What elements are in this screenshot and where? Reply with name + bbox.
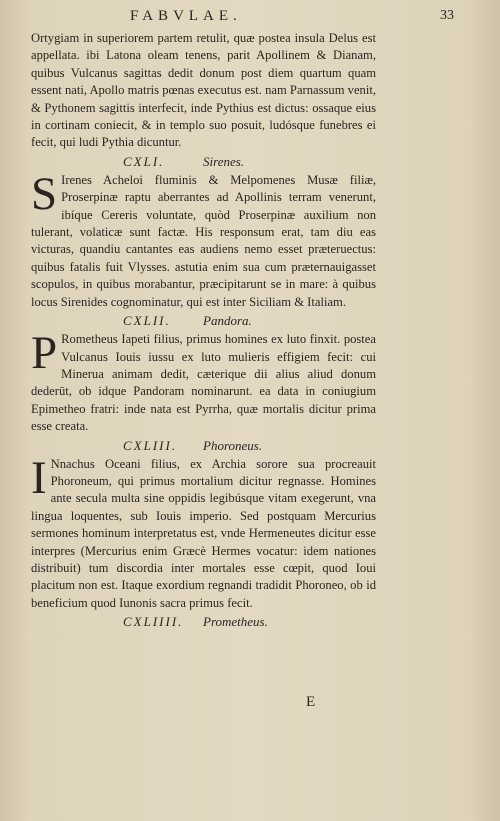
fable-title: Pandora.	[203, 313, 252, 329]
fable-paragraph-pandora	[31, 327, 376, 435]
fable-title: Sirenes.	[203, 153, 245, 169]
fable-heading-sirenes	[31, 152, 376, 172]
body-text	[31, 30, 376, 632]
signature-mark: E	[306, 694, 316, 710]
fable-heading-pandora	[31, 311, 376, 331]
fable-number: CXLIII.	[123, 437, 178, 453]
fable-text: Nnachus Oceani filius, ex Archia sorore sua procreauit Phoroneum, qui primus mortalium dicitur regnasse. Homines ante secula multa sine oppidis legibúsque vitam exegerunt, vna lingua loquentes, sub Iouis imperio. Sed postquam Mercurius sermones hominum interpretatus est, vnde Hermeneutes dicitur esse interpres (Mercurius enim Græcè Hermes vocatur: idem nationes distribuit) tum discordia inter mortales esse cœpit, quod Ioui placitum non est. Itaque exordium regnandi tradidit Phoroneo, ob id beneficium quod Iunonis sacra primus fecit.	[31, 456, 376, 610]
fable-heading-phoroneus	[31, 436, 376, 456]
fable-text: Irenes Acheloi fluminis & Melpomenes Musæ filiæ, Proserpinæ raptu aberrantes ad Apollinis terram venerunt, ibíque Cereris voluntate, quòd Proserpinæ auxilium non tulerant, volaticæ sunt factæ. His responsum erat, tam diu eas victuras, quandiu cantantes eas audiens nemo esset præteruectus: quibus fatalis fuit Vlysses. astutia enim sua cum præternauigasset scopulos, in quibus morabantur, præcipitarunt se in mare: à quibus locus Sirenides cognominatur, qui est inter Siciliam & Italiam.	[31, 172, 376, 309]
fable-heading-prometheus	[31, 612, 376, 632]
running-head: FABVLAE.	[130, 8, 242, 24]
fable-title: Phoroneus.	[203, 437, 263, 453]
fable-text: Rometheus Iapeti filius, primus homines ex luto finxit. postea Vulcanus Iouis iussu ex luto mulieris effigiem fecit: cui Minerua animam dedit, cæterique dii alius aliud donum dederūt, ob idque Pandoram nominarunt. ea data in coniugium Epimetheo fratri: inde nata est Pyrrha, quæ mortalis dicitur prima esse creata.	[31, 332, 376, 434]
fable-title: Prometheus.	[203, 614, 268, 630]
drop-cap: S	[31, 167, 58, 220]
intro-paragraph: Ortygiam in superiorem partem retulit, quæ postea insula Delus est appellata. ibi Latona oleam tenens, parit Apollinem & Dianam, quibus Vulcanus sagittas dedit donum post diem quartum quam essent nati, Apollo matris pœnas executus est. nam Parnassum venit, & Pythonem sagittis interfecit, inde Pythius est dictus: ossaque eius in cortinam coniecit, & in templo suo posuit, ludósque funebres ei fecit, qui ludi Pythia dicuntur.	[31, 31, 376, 150]
drop-cap: I	[31, 451, 47, 504]
fable-number: CXLI.	[123, 153, 165, 169]
page-number: 33	[440, 8, 454, 23]
fable-paragraph-phoroneus	[31, 451, 376, 613]
fable-paragraph-sirenes	[31, 167, 376, 311]
fable-number: CXLIIII.	[123, 614, 184, 630]
fable-number: CXLII.	[123, 313, 171, 329]
drop-cap: P	[31, 327, 58, 380]
page-header	[0, 6, 500, 30]
